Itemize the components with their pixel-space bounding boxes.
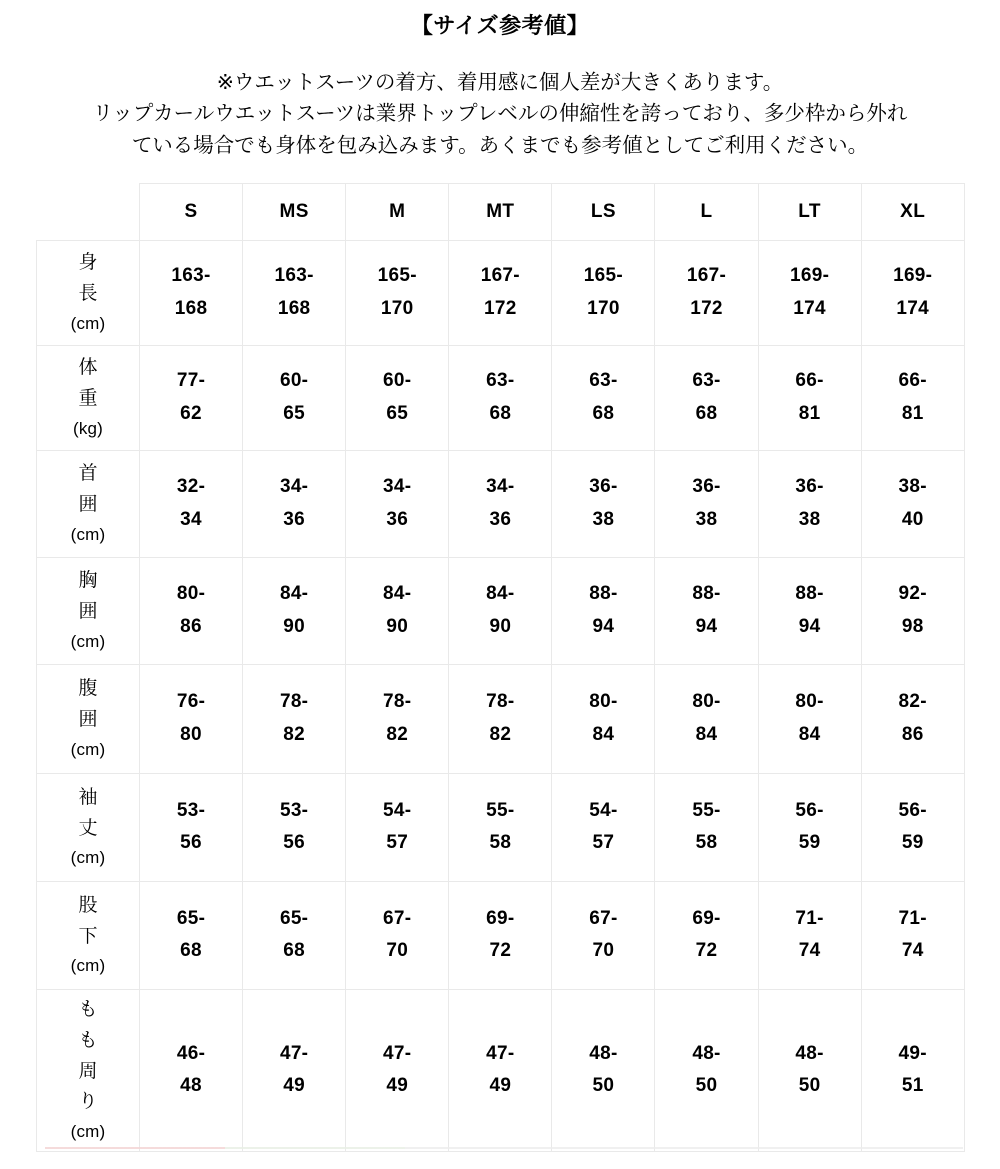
row-label-char: 重 <box>78 388 98 410</box>
cell-height-lt: 169- 174 <box>758 240 861 345</box>
row-label-unit: (kg) <box>72 418 104 438</box>
bottom-rule <box>45 1147 963 1149</box>
row-label-unit: (cm) <box>70 631 106 651</box>
row-label-unit: (cm) <box>70 956 106 976</box>
cell-inseam-l: 69- 72 <box>655 881 758 989</box>
row-label-chest <box>37 557 140 664</box>
cell-height-ms: 163- 168 <box>243 240 346 345</box>
column-header-lt: LT <box>758 183 861 240</box>
cell-weight-m: 60- 65 <box>346 345 449 450</box>
cell-weight-ls: 63- 68 <box>552 345 655 450</box>
cell-sleeve-mt: 55- 58 <box>449 773 552 881</box>
cell-thigh-mt: 47- 49 <box>449 989 552 1151</box>
cell-neck-s: 32- 34 <box>140 450 243 557</box>
note-line-3: ている場合でも身体を包み込みます。あくまでも参考値としてご利用ください。 <box>131 134 869 158</box>
cell-chest-ls: 88- 94 <box>552 557 655 664</box>
table-corner-cell <box>37 183 140 240</box>
cell-height-ls: 165- 170 <box>552 240 655 345</box>
table-row <box>37 240 965 345</box>
cell-weight-l: 63- 68 <box>655 345 758 450</box>
table-row <box>37 450 965 557</box>
cell-waist-ms: 78- 82 <box>243 664 346 773</box>
cell-inseam-xl: 71- 74 <box>861 881 964 989</box>
row-label-weight <box>37 345 140 450</box>
cell-neck-xl: 38- 40 <box>861 450 964 557</box>
row-label-unit: (cm) <box>70 848 106 868</box>
cell-thigh-ls: 48- 50 <box>552 989 655 1151</box>
row-label-char: 首 <box>78 463 98 485</box>
column-header-ms: MS <box>243 183 346 240</box>
cell-inseam-s: 65- 68 <box>140 881 243 989</box>
size-table <box>36 183 965 1152</box>
size-table-container <box>36 183 964 1152</box>
cell-neck-l: 36- 38 <box>655 450 758 557</box>
cell-chest-ms: 84- 90 <box>243 557 346 664</box>
cell-thigh-m: 47- 49 <box>346 989 449 1151</box>
cell-waist-l: 80- 84 <box>655 664 758 773</box>
row-label-char: 股 <box>78 894 98 916</box>
cell-thigh-s: 46- 48 <box>140 989 243 1151</box>
cell-waist-xl: 82- 86 <box>861 664 964 773</box>
cell-sleeve-l: 55- 58 <box>655 773 758 881</box>
row-label-unit: (cm) <box>70 1122 106 1142</box>
column-header-mt: MT <box>449 183 552 240</box>
cell-weight-ms: 60- 65 <box>243 345 346 450</box>
size-table-header <box>37 183 965 240</box>
cell-inseam-ms: 65- 68 <box>243 881 346 989</box>
row-label-inseam <box>37 881 140 989</box>
cell-weight-mt: 63- 68 <box>449 345 552 450</box>
row-label-neck <box>37 450 140 557</box>
row-label-unit: (cm) <box>70 739 106 759</box>
row-label-char: 身 <box>78 252 98 274</box>
cell-sleeve-m: 54- 57 <box>346 773 449 881</box>
row-label-waist <box>37 664 140 773</box>
cell-neck-m: 34- 36 <box>346 450 449 557</box>
page-title: 【サイズ参考値】 <box>410 13 590 38</box>
cell-waist-ls: 80- 84 <box>552 664 655 773</box>
cell-neck-lt: 36- 38 <box>758 450 861 557</box>
cell-neck-ms: 34- 36 <box>243 450 346 557</box>
cell-inseam-lt: 71- 74 <box>758 881 861 989</box>
table-row <box>37 664 965 773</box>
table-row <box>37 989 965 1151</box>
cell-waist-lt: 80- 84 <box>758 664 861 773</box>
cell-waist-mt: 78- 82 <box>449 664 552 773</box>
cell-height-l: 167- 172 <box>655 240 758 345</box>
table-row <box>37 345 965 450</box>
cell-neck-mt: 34- 36 <box>449 450 552 557</box>
row-label-char: 囲 <box>78 494 98 516</box>
cell-thigh-l: 48- 50 <box>655 989 758 1151</box>
table-row <box>37 773 965 881</box>
row-label-char: 周 <box>78 1060 98 1082</box>
cell-height-s: 163- 168 <box>140 240 243 345</box>
row-label-unit: (cm) <box>70 524 106 544</box>
row-label-thigh <box>37 989 140 1151</box>
row-label-char: 丈 <box>78 817 98 839</box>
size-table-body <box>37 240 965 1151</box>
column-header-s: S <box>140 183 243 240</box>
row-label-sleeve <box>37 773 140 881</box>
row-label-char: 袖 <box>78 786 98 808</box>
cell-chest-xl: 92- 98 <box>861 557 964 664</box>
column-header-m: M <box>346 183 449 240</box>
cell-chest-lt: 88- 94 <box>758 557 861 664</box>
page-header <box>0 0 1000 162</box>
note-line-1: ※ウエットスーツの着方、着用感に個人差が大きくあります。 <box>216 70 784 94</box>
row-label-char: 体 <box>78 357 98 379</box>
cell-inseam-mt: 69- 72 <box>449 881 552 989</box>
cell-thigh-ms: 47- 49 <box>243 989 346 1151</box>
cell-sleeve-xl: 56- 59 <box>861 773 964 881</box>
row-label-char: 腹 <box>78 678 98 700</box>
row-label-char: 胸 <box>78 570 98 592</box>
row-label-char: 下 <box>78 925 98 947</box>
row-label-char: も <box>78 999 98 1021</box>
table-row <box>37 557 965 664</box>
cell-weight-xl: 66- 81 <box>861 345 964 450</box>
cell-inseam-m: 67- 70 <box>346 881 449 989</box>
cell-chest-s: 80- 86 <box>140 557 243 664</box>
cell-sleeve-lt: 56- 59 <box>758 773 861 881</box>
cell-height-xl: 169- 174 <box>861 240 964 345</box>
cell-thigh-lt: 48- 50 <box>758 989 861 1151</box>
cell-height-mt: 167- 172 <box>449 240 552 345</box>
cell-height-m: 165- 170 <box>346 240 449 345</box>
row-label-char: 囲 <box>78 709 98 731</box>
row-label-char: も <box>78 1029 98 1051</box>
cell-inseam-ls: 67- 70 <box>552 881 655 989</box>
row-label-height <box>37 240 140 345</box>
column-header-ls: LS <box>552 183 655 240</box>
cell-chest-l: 88- 94 <box>655 557 758 664</box>
cell-neck-ls: 36- 38 <box>552 450 655 557</box>
row-label-char: り <box>78 1091 98 1113</box>
cell-sleeve-s: 53- 56 <box>140 773 243 881</box>
cell-waist-m: 78- 82 <box>346 664 449 773</box>
header-row <box>37 183 965 240</box>
row-label-char: 囲 <box>78 601 98 623</box>
cell-weight-s: 77- 62 <box>140 345 243 450</box>
table-row <box>37 881 965 989</box>
cell-sleeve-ls: 54- 57 <box>552 773 655 881</box>
cell-chest-m: 84- 90 <box>346 557 449 664</box>
cell-chest-mt: 84- 90 <box>449 557 552 664</box>
cell-waist-s: 76- 80 <box>140 664 243 773</box>
row-label-char: 長 <box>78 283 98 305</box>
row-label-unit: (cm) <box>70 313 106 333</box>
note-line-2: リップカールウエットスーツは業界トップレベルの伸縮性を誇っており、多少枠から外れ <box>92 102 908 126</box>
cell-sleeve-ms: 53- 56 <box>243 773 346 881</box>
cell-thigh-xl: 49- 51 <box>861 989 964 1151</box>
cell-weight-lt: 66- 81 <box>758 345 861 450</box>
column-header-l: L <box>655 183 758 240</box>
disclaimer-notes <box>0 67 1000 162</box>
column-header-xl: XL <box>861 183 964 240</box>
